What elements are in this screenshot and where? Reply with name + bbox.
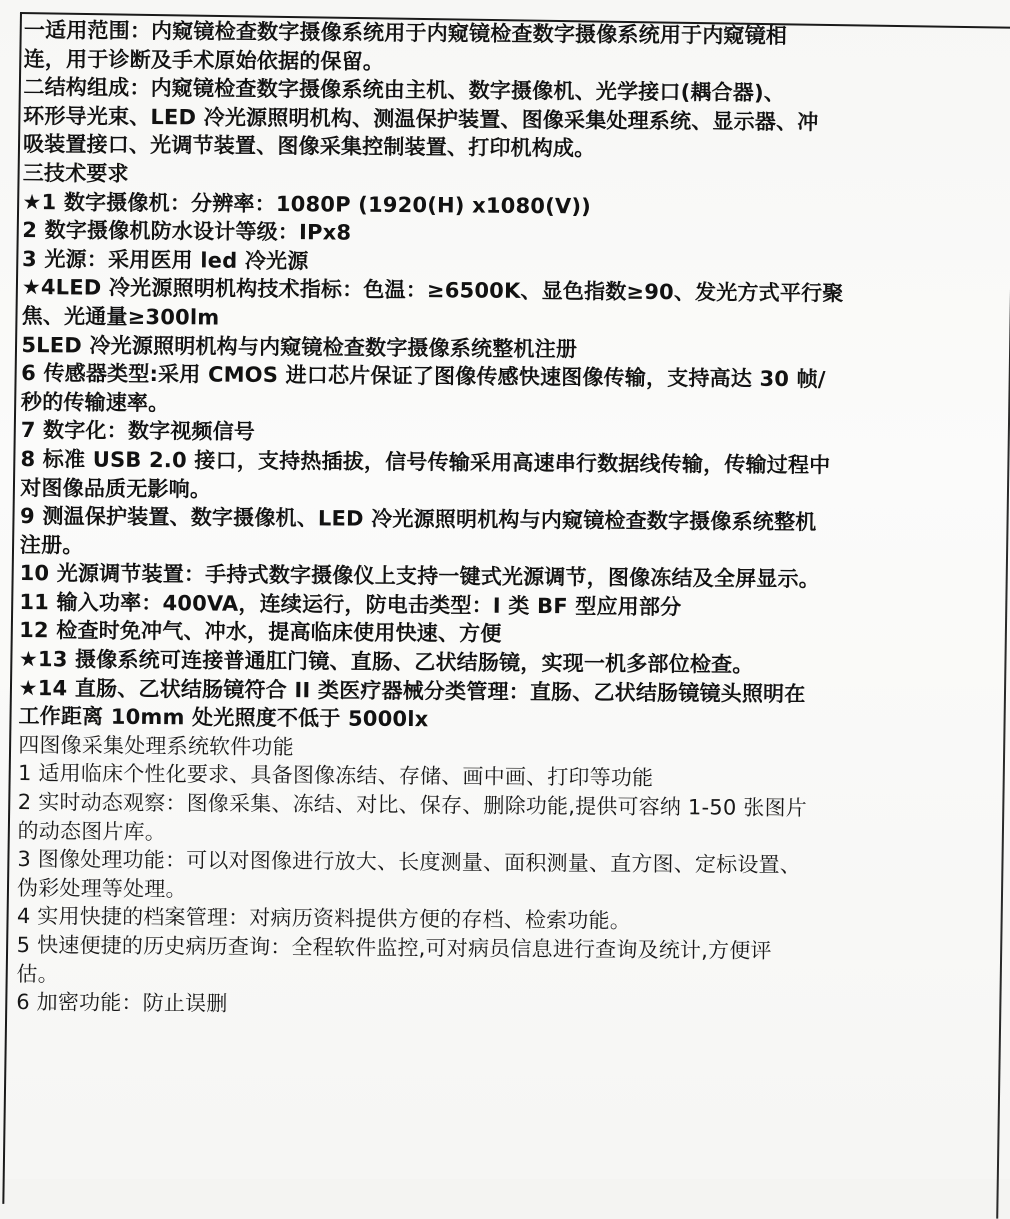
spec-item-11: 11 输入功率：400VA，连续运行，防电击类型：I 类 BF 型应用部分 — [19, 589, 682, 620]
software-item-6: 6 加密功能：防止误删 — [16, 990, 228, 1016]
text-line: 对图像品质无影响。 — [20, 475, 212, 501]
spec-item-3: 3 光源：采用医用 led 冷光源 — [21, 246, 309, 273]
spec-item-6: 6 传感器类型:采用 CMOS 进口芯片保证了图像传感快速图像传输，支持高达 30 帧/ — [21, 361, 826, 392]
section-heading-structure: 二结构组成：内窥镜检查数字摄像系统由主机、数字摄像机、光学接口(耦合器)、 — [23, 75, 786, 106]
spec-item-1: ★1 数字摄像机：分辨率：1080P (1920(H) x1080(V)) — [22, 189, 592, 219]
text-line: 工作距离 10mm 处光照度不低于 5000lx — [18, 704, 429, 732]
software-item-1: 1 适用临床个性化要求、具备图像冻结、存储、画中画、打印等功能 — [17, 761, 654, 791]
spec-text-block — [16, 16, 1004, 1024]
text-line: 的动态图片库。 — [17, 818, 167, 844]
text-line: 连，用于诊断及手术原始依据的保留。 — [23, 46, 385, 74]
spec-item-12: 12 检查时免冲气、冲水，提高临床使用快速、方便 — [19, 618, 502, 647]
spec-item-8: 8 标准 USB 2.0 接口，支持热插拔，信号传输采用高速串行数据线传输，传输过程中 — [20, 446, 831, 478]
spec-item-9: 9 测温保护装置、数字摄像机、LED 冷光源照明机构与内窥镜检查数字摄像系统整机 — [19, 504, 817, 535]
spec-item-7: 7 数字化：数字视频信号 — [20, 418, 256, 445]
text-line: 环形导光束、LED 冷光源照明机构、测温保护装置、图像采集处理系统、显示器、冲 — [23, 103, 819, 135]
text-line: 伪彩处理等处理。 — [17, 875, 187, 902]
spec-item-14: ★14 直肠、乙状结肠镜符合 II 类医疗器械分类管理：直肠、乙状结肠镜镜头照明在 — [18, 675, 806, 706]
section-heading-software-functions: 四图像采集处理系统软件功能 — [18, 732, 294, 759]
text-line: 估。 — [16, 961, 59, 986]
text-line: 吸装置接口、光调节装置、图像采集控制装置、打印机构成。 — [22, 132, 596, 161]
spec-item-5: 5LED 冷光源照明机构与内窥镜检查数字摄像系统整机注册 — [21, 332, 578, 361]
section-heading-technical-requirements: 三技术要求 — [22, 160, 129, 186]
software-item-5: 5 快速便捷的历史病历查询：全程软件监控,可对病员信息进行查询及统计,方便评 — [16, 932, 772, 963]
text-line: 注册。 — [19, 532, 84, 558]
text-line: 焦、光通量≥300lm — [21, 303, 220, 330]
spec-item-4: ★4LED 冷光源照明机构技术指标：色温：≥6500K、显色指数≥90、发光方式平行聚 — [21, 275, 844, 306]
spec-item-13: ★13 摄像系统可连接普通肛门镜、直肠、乙状结肠镜，实现一机多部位检查。 — [18, 647, 754, 677]
software-item-3: 3 图像处理功能：可以对图像进行放大、长度测量、面积测量、直方图、定标设置、 — [17, 847, 802, 878]
text-line: 秒的传输速率。 — [20, 389, 170, 415]
software-item-4: 4 实用快捷的档案管理：对病历资料提供方便的存档、检索功能。 — [16, 904, 632, 934]
section-heading-scope: 一适用范围：内窥镜检查数字摄像系统用于内窥镜检查数字摄像系统用于内窥镜相 — [23, 17, 788, 48]
spec-item-10: 10 光源调节装置：手持式数字摄像仪上支持一键式光源调节，图像冻结及全屏显示。 — [19, 561, 821, 592]
software-item-2: 2 实时动态观察：图像采集、冻结、对比、保存、删除功能,提供可容纳 1-50 张图片 — [17, 790, 808, 821]
spec-item-2: 2 数字摄像机防水设计等级：IPx8 — [22, 218, 352, 245]
